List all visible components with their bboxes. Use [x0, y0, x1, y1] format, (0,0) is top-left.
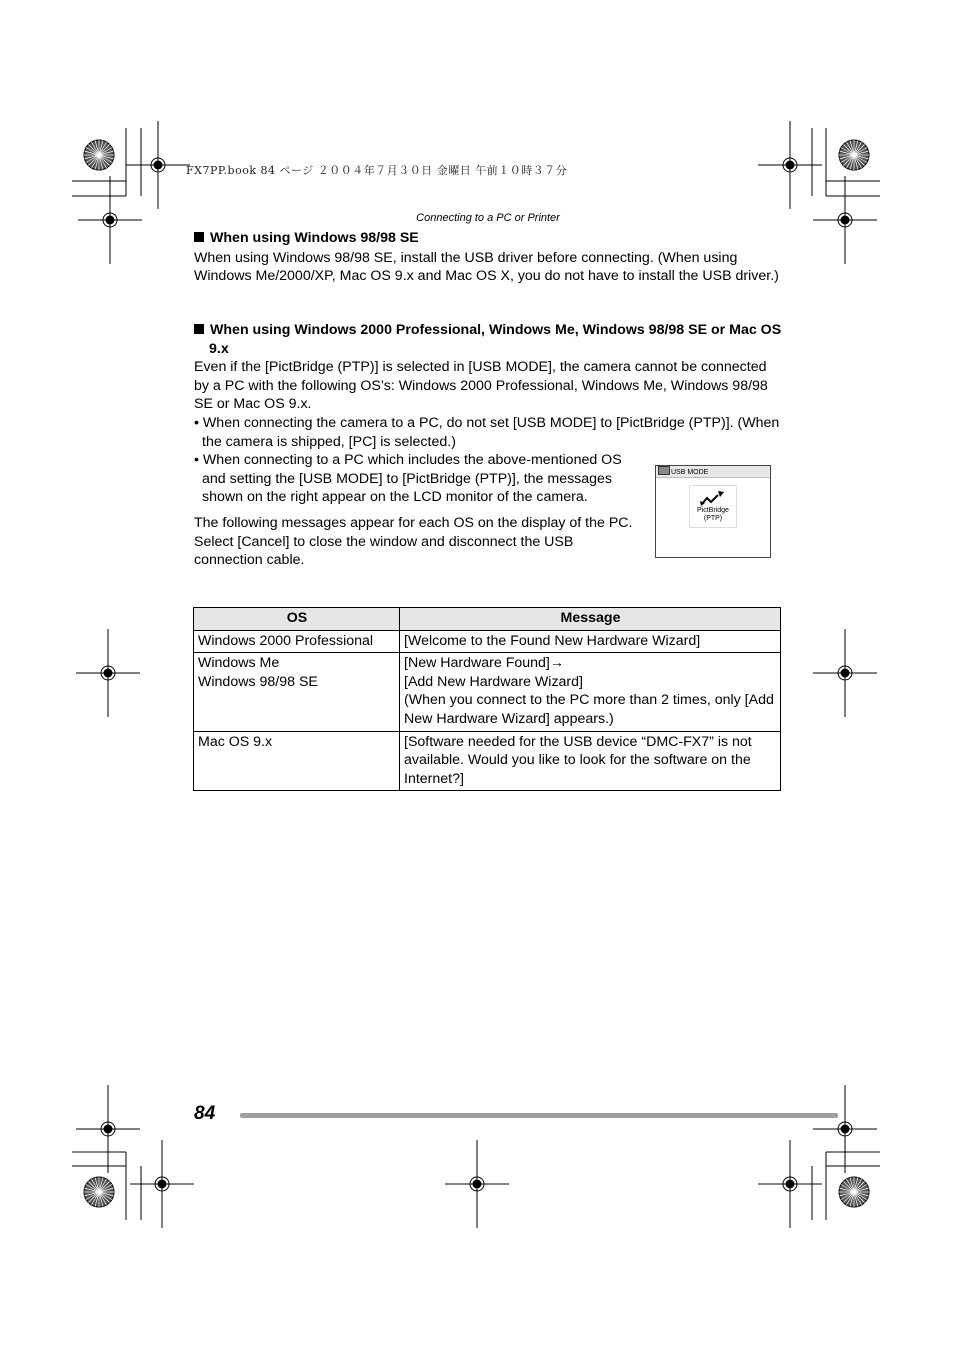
- section2-heading: When using Windows 2000 Professional, Windows Me, Windows 98/98 SE or Mac OS 9.x: [194, 321, 784, 358]
- crosshair-mark: [76, 629, 140, 717]
- page-number: 84: [194, 1103, 216, 1124]
- bullet-item: • When connecting the camera to a PC, do not set [USB MODE] to [PictBridge (PTP)]. (When the camera is shipped, [PC] is selected.): [194, 414, 780, 450]
- square-bullet-icon: [194, 324, 204, 334]
- message-cell: [New Hardware Found]→ [Add New Hardware Wizard] (When you connect to the PC more than 2 times, only [Add New Hardware Wizard] appears.): [400, 653, 781, 731]
- os-cell: Windows 2000 Professional: [194, 630, 400, 653]
- running-head: Connecting to a PC or Printer: [416, 212, 560, 224]
- section1-heading: When using Windows 98/98 SE: [194, 229, 784, 248]
- lcd-screen-illustration: [655, 465, 771, 558]
- print-info: FX7PP.book 84 ページ ２００４年７月３０日 金曜日 午前１０時３７分: [186, 164, 568, 177]
- table-row: [194, 731, 781, 791]
- section-windows-98: [194, 229, 784, 286]
- table-row: [194, 630, 781, 653]
- header-message: Message: [400, 608, 781, 631]
- header-os: OS: [194, 608, 400, 631]
- os-message-table: [193, 607, 781, 791]
- crosshair-mark: [126, 121, 190, 209]
- crosshair-mark: [130, 1140, 194, 1228]
- crosshair-mark: [445, 1140, 509, 1228]
- pictbridge-icon: [690, 486, 736, 508]
- table-row: [194, 653, 781, 731]
- table-header-row: [194, 608, 781, 631]
- os-cell: Windows Me Windows 98/98 SE: [194, 653, 400, 731]
- crosshair-mark: [813, 1085, 877, 1173]
- pictbridge-caption: PictBridge (PTP): [697, 507, 729, 522]
- usb-icon: [658, 466, 670, 475]
- message-cell: [Welcome to the Found New Hardware Wizard]: [400, 630, 781, 653]
- rosette-mark: [84, 1177, 114, 1207]
- rosette-mark: [84, 140, 114, 170]
- pictbridge-option: [689, 485, 737, 528]
- page-footer-bar: [240, 1113, 838, 1118]
- square-bullet-icon: [194, 232, 204, 242]
- section2-body: Even if the [PictBridge (PTP)] is selected in [USB MODE], the camera cannot be connected by a PC with the following OS’s: Windows 2000 Professional, Windows Me, Windows 98/98 SE or Mac OS 9.x.: [194, 359, 768, 413]
- message-cell: [Software needed for the USB device “DMC-FX7” is not available. Would you like to look for the software on the Internet?]: [400, 731, 781, 791]
- rosette-mark: [839, 140, 869, 170]
- bullet-item: • When connecting to a PC which includes the above-mentioned OS and setting the [USB MODE] to [PictBridge (PTP)], the messages shown on the right appear on the LCD monitor of the camera.: [194, 452, 622, 506]
- section1-body: When using Windows 98/98 SE, install the USB driver before connecting. (When using Windows Me/2000/XP, Mac OS 9.x and Mac OS X, you do not have to install the USB driver.): [194, 249, 779, 285]
- lcd-title-bar: USB MODE: [656, 466, 770, 478]
- crosshair-mark: [76, 1085, 140, 1173]
- following-paragraph: The following messages appear for each OS on the display of the PC. Select [Cancel] to close the window and disconnect the USB connection cable.: [194, 514, 633, 569]
- os-cell: Mac OS 9.x: [194, 731, 400, 791]
- rosette-mark: [839, 1177, 869, 1207]
- crosshair-mark: [813, 629, 877, 717]
